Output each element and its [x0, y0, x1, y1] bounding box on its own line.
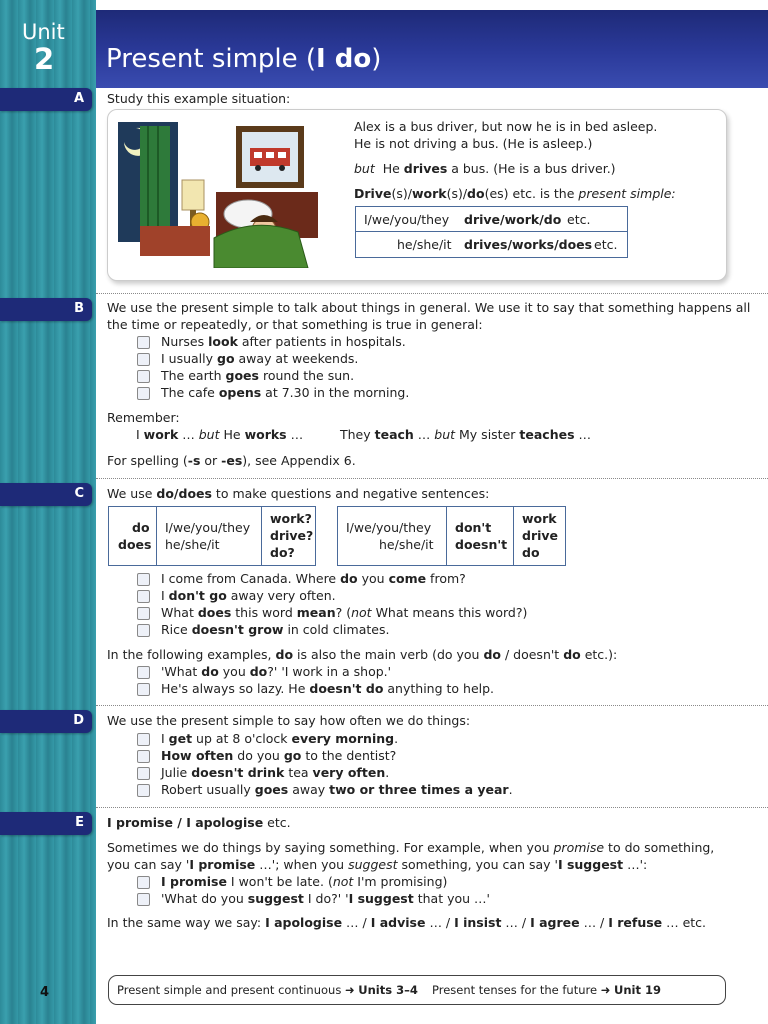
- section-tab-d: D: [0, 710, 92, 733]
- section-divider: [96, 705, 768, 706]
- table-divider: [446, 506, 447, 565]
- cross-reference-link[interactable]: Present simple and present continuous ➜ Units 3–4: [117, 983, 418, 997]
- table-verb: drive?: [270, 528, 314, 543]
- table-verb-plural: drive/work/do: [464, 212, 562, 227]
- table-verb: work: [522, 511, 557, 526]
- table-verb: do?: [270, 545, 295, 560]
- spelling-note: For spelling (-s or -es), see Appendix 6.: [107, 453, 356, 468]
- example-bullet: 'What do you do?' 'I work in a shop.': [161, 664, 392, 679]
- example-bullet: I usually go away at weekends.: [161, 351, 359, 366]
- section-b-para: We use the present simple to talk about things in general. We use it to say that something happens all: [107, 300, 751, 315]
- table-verb-singular: drives/works/does: [464, 237, 593, 252]
- remember-example-2: They teach … but My sister teaches …: [340, 427, 591, 442]
- table-divider: [156, 506, 157, 565]
- page-title: Present simple (I do): [106, 44, 382, 74]
- example-bullet: The earth goes round the sun.: [161, 368, 355, 383]
- example-line-2: He is not driving a bus. (He is asleep.): [354, 136, 593, 151]
- section-e-heading: I promise / I apologise etc.: [107, 815, 291, 830]
- table-subject-plural: I/we/you/they: [165, 520, 251, 535]
- table-subject-plural: I/we/you/they: [346, 520, 432, 535]
- remember-example-1: I work … but He works …: [136, 427, 304, 442]
- section-divider: [96, 293, 768, 294]
- section-c-intro: We use do/does to make questions and negative sentences:: [107, 486, 490, 501]
- section-e-para: you can say 'I promise …'; when you suggest something, you can say 'I suggest …':: [107, 857, 648, 872]
- example-bullet: What does this word mean? (not What means this word?): [161, 605, 528, 620]
- arrow-right-icon: ➜: [344, 983, 355, 997]
- section-e-para: Sometimes we do things by saying something. For example, when you promise to do something,: [107, 840, 715, 855]
- example-bullet: I don't go away very often.: [161, 588, 336, 603]
- table-verb: drive: [522, 528, 559, 543]
- table-etc: etc.: [567, 212, 591, 227]
- section-a-intro: Study this example situation:: [107, 91, 291, 106]
- table-subject-singular: he/she/it: [165, 537, 220, 552]
- remember-label: Remember:: [107, 410, 180, 425]
- table-divider: [261, 506, 262, 565]
- example-bullet: Rice doesn't grow in cold climates.: [161, 622, 390, 637]
- table-divider: [355, 231, 627, 232]
- example-line-3: but He drives a bus. (He is a bus driver.): [354, 161, 616, 176]
- section-tab-c: C: [0, 483, 92, 506]
- example-bullet: He's always so lazy. He doesn't do anything to help.: [161, 681, 495, 696]
- arrow-right-icon: ➜: [600, 983, 611, 997]
- table-aux-doesnt: doesn't: [455, 537, 508, 552]
- section-e-summary: In the same way we say: I apologise … / I advise … / I insist … / I agree … / I refuse … etc.: [107, 915, 707, 930]
- table-aux-dont: don't: [455, 520, 492, 535]
- table-divider: [513, 506, 514, 565]
- table-subject-singular: he/she/it: [379, 537, 434, 552]
- table-subject-singular: he/she/it: [397, 237, 452, 252]
- unit-label: Unit: [22, 20, 65, 44]
- section-d-intro: We use the present simple to say how often we do things:: [107, 713, 471, 728]
- bedroom-illustration: [118, 122, 318, 268]
- section-c-para: In the following examples, do is also the main verb (do you do / doesn't do etc.):: [107, 647, 618, 662]
- table-aux-does: does: [118, 537, 152, 552]
- page-number: 4: [40, 985, 50, 1000]
- section-tab-b: B: [0, 298, 92, 321]
- section-divider: [96, 478, 768, 479]
- section-tab-e: E: [0, 812, 92, 835]
- example-bullet: I get up at 8 o'clock every morning.: [161, 731, 399, 746]
- example-bullet: The cafe opens at 7.30 in the morning.: [161, 385, 410, 400]
- table-verb: do: [522, 545, 540, 560]
- section-b-para: the time or repeatedly, or that something is true in general:: [107, 317, 483, 332]
- section-divider: [96, 807, 768, 808]
- example-bullet: How often do you go to the dentist?: [161, 748, 397, 763]
- example-bullet: Nurses look after patients in hospitals.: [161, 334, 406, 349]
- table-aux-do: do: [132, 520, 150, 535]
- table-etc: etc.: [594, 237, 618, 252]
- example-bullet: I promise I won't be late. (not I'm promising): [161, 874, 448, 889]
- table-verb: work?: [270, 511, 312, 526]
- example-line-1: Alex is a bus driver, but now he is in bed asleep.: [354, 119, 658, 134]
- cross-reference-link[interactable]: Present tenses for the future ➜ Unit 19: [432, 983, 662, 997]
- example-line-4: Drive(s)/work(s)/do(es) etc. is the present simple:: [354, 186, 676, 201]
- unit-number: 2: [34, 42, 55, 76]
- section-tab-a: A: [0, 88, 92, 111]
- example-bullet: Robert usually goes away two or three times a year.: [161, 782, 513, 797]
- example-bullet: I come from Canada. Where do you come from?: [161, 571, 466, 586]
- table-subject-plural: I/we/you/they: [364, 212, 450, 227]
- example-bullet: Julie doesn't drink tea very often.: [161, 765, 390, 780]
- sidebar-stripe: [0, 0, 96, 1024]
- example-bullet: 'What do you suggest I do?' 'I suggest that you …': [161, 891, 490, 906]
